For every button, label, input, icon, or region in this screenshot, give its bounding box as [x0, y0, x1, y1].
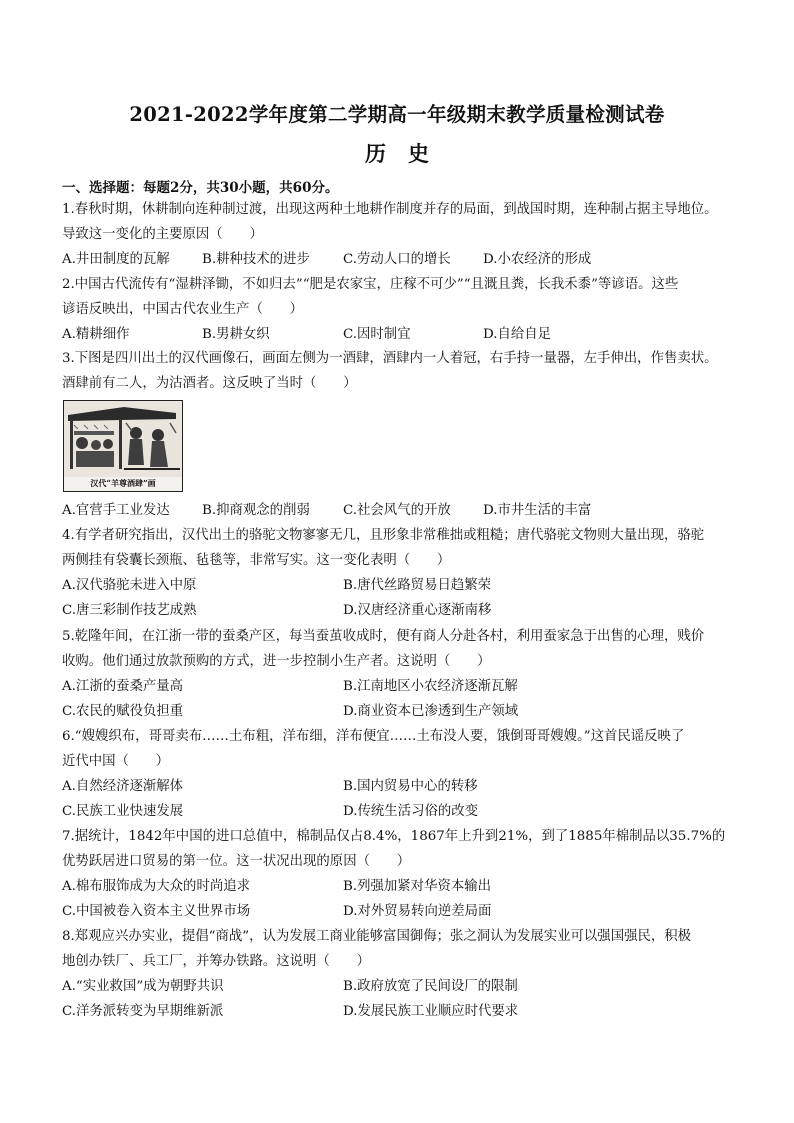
question-6-option-b: B.国内贸易中心的转移 — [343, 779, 478, 794]
question-5-text — [62, 624, 738, 674]
han-tavern-relief-image — [63, 400, 183, 492]
exam-title: 2021-2022学年度第二学期高一年级期末教学质量检测试卷 — [129, 103, 665, 126]
image-caption: 汉代“羊尊酒肆”画 — [90, 478, 156, 488]
question-2-option-b: B.男耕女织 — [202, 327, 270, 342]
question-8-text — [62, 924, 738, 974]
question-3-option-c: C.社会风气的开放 — [343, 503, 451, 518]
question-4-text — [62, 523, 738, 573]
question-2-option-d: D.自给自足 — [483, 327, 552, 342]
question-line: 5.乾隆年间，在江浙一带的蚕桑产区，每当蚕茧收成时，便有商人分赴各村，利用蚕家急于出售的心理，贱价 — [62, 629, 705, 644]
question-7-option-d: D.对外贸易转向逆差局面 — [343, 904, 492, 919]
question-line: 1.春秋时期，休耕制向连种制过渡，出现这两种土地耕作制度并存的局面，到战国时期，连种制占据主导地位。 — [62, 202, 718, 217]
question-4-option-a: A.汉代骆驼未进入中原 — [62, 578, 197, 593]
question-1-option-b: B.耕种技术的进步 — [202, 252, 310, 267]
question-8-option-a: A.“实业救国”成为朝野共识 — [62, 979, 224, 994]
question-3-option-a: A.官营手工业发达 — [62, 503, 170, 518]
question-5-option-c: C.农民的赋役负担重 — [62, 704, 184, 719]
section-heading: 一、选择题：每题2分，共30小题，共60分。 — [62, 180, 339, 196]
question-line: 3.下图是四川出土的汉代画像石，画面左侧为一酒肆，酒肆内一人着冠，右手持一量器，左手伸出，作售卖状。 — [62, 351, 718, 366]
question-3-option-b: B.抑商观念的削弱 — [202, 503, 310, 518]
question-line: 地创办铁厂、兵工厂，并筹办铁路。这说明（ ） — [62, 954, 370, 969]
question-line: 酒肆前有二人，为沽酒者。这反映了当时（ ） — [62, 376, 357, 391]
question-7-option-c: C.中国被卷入资本主义世界市场 — [62, 904, 251, 919]
question-line: 优势跃居进口贸易的第一位。这一状况出现的原因（ ） — [62, 854, 411, 869]
question-1-option-d: D.小农经济的形成 — [483, 252, 592, 267]
question-line: 收购。他们通过放款预购的方式，进一步控制小生产者。这说明（ ） — [62, 654, 491, 669]
question-1-option-a: A.井田制度的瓦解 — [62, 252, 170, 267]
question-6-option-d: D.传统生活习俗的改变 — [343, 804, 479, 819]
question-7-option-a: A.棉布服饰成为大众的时尚追求 — [62, 879, 251, 894]
question-line: 近代中国（ ） — [62, 754, 170, 769]
question-2-option-a: A.精耕细作 — [62, 327, 130, 342]
question-line: 两侧挂有袋囊长颈瓶、毡毯等，非常写实。这一变化表明（ ） — [62, 553, 451, 568]
question-1-option-c: C.劳动人口的增长 — [343, 252, 451, 267]
question-4-option-c: C.唐三彩制作技艺成熟 — [62, 603, 197, 618]
question-4-option-d: D.汉唐经济重心逐渐南移 — [343, 603, 492, 618]
question-4-option-b: B.唐代丝路贸易日趋繁荣 — [343, 578, 492, 593]
relief-drawing — [64, 401, 182, 477]
question-line: 2.中国古代流传有“湿耕泽锄，不如归去”“肥是农家宝，庄稼不可少”“且溉且粪，长我禾黍”等谚语。这些 — [62, 277, 679, 292]
question-6-text — [62, 724, 738, 774]
question-line: 导致这一变化的主要原因（ ） — [62, 227, 263, 242]
subject-title: 历史 — [365, 141, 451, 166]
question-8-option-b: B.政府放宽了民间设厂的限制 — [343, 979, 518, 994]
question-6-option-c: C.民族工业快速发展 — [62, 804, 184, 819]
question-5-option-a: A.江浙的蚕桑产量高 — [62, 679, 184, 694]
question-line: 7.据统计，1842年中国的进口总值中，棉制品仅占8.4%，1867年上升到21%，到了1885年棉制品以35.7%的 — [62, 829, 726, 844]
question-2-text — [62, 272, 738, 322]
question-6-option-a: A.自然经济逐渐解体 — [62, 779, 184, 794]
question-line: 6.“嫂嫂织布，哥哥卖布……土布粗，洋布细，洋布便宜……土布没人要，饿倒哥哥嫂嫂。”这首民谣反映了 — [62, 729, 685, 744]
question-3-text — [62, 346, 738, 396]
question-line: 谚语反映出，中国古代农业生产（ ） — [62, 302, 304, 317]
question-8-option-d: D.发展民族工业顺应时代要求 — [343, 1004, 519, 1019]
question-line: 8.郑观应兴办实业，提倡“商战”，认为发展工商业能够富国御侮；张之洞认为发展实业可以强国强民，积极 — [62, 929, 692, 944]
question-3-option-d: D.市井生活的丰富 — [483, 503, 592, 518]
question-7-text — [62, 824, 738, 874]
question-5-option-d: D.商业资本已渗透到生产领域 — [343, 704, 519, 719]
question-7-option-b: B.列强加紧对华资本输出 — [343, 879, 492, 894]
question-5-option-b: B.江南地区小农经济逐渐瓦解 — [343, 679, 518, 694]
question-8-option-c: C.洋务派转变为早期维新派 — [62, 1004, 224, 1019]
question-line: 4.有学者研究指出，汉代出土的骆驼文物寥寥无几，且形象非常稚拙或粗糙；唐代骆驼文物则大量出现，骆驼 — [62, 528, 705, 543]
question-1-text — [62, 197, 738, 247]
question-2-option-c: C.因时制宜 — [343, 327, 411, 342]
